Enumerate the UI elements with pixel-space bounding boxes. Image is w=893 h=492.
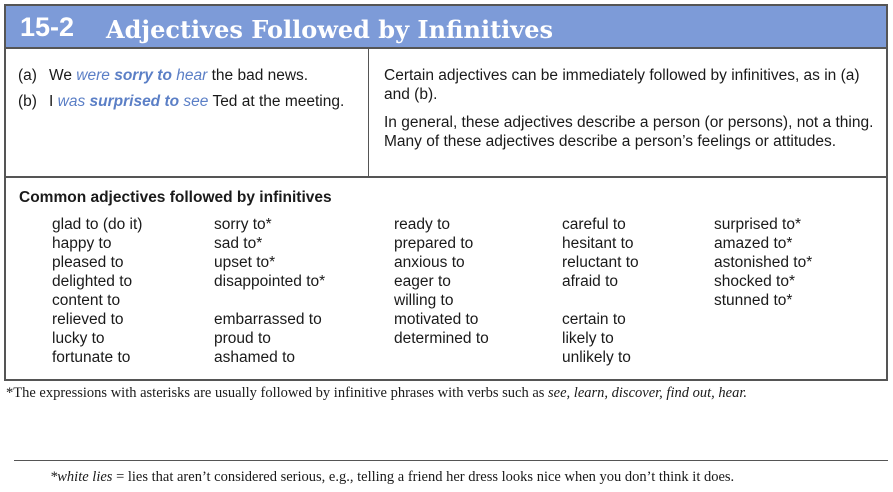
footnote <box>50 469 734 486</box>
list-item <box>714 310 812 329</box>
list-item <box>714 329 812 348</box>
explanation-paragraph-1: Certain adjectives can be immediately followed by infinitives, as in (a) and (b). <box>384 67 860 103</box>
list-item: ready to <box>394 216 451 233</box>
list-title: Common adjectives followed by infinitives <box>19 189 332 206</box>
list-item: embarrassed to <box>214 311 322 328</box>
list-item <box>562 291 639 310</box>
list-item: disappointed to* <box>214 273 326 290</box>
list-item <box>214 291 325 310</box>
list-item: anxious to <box>394 254 465 271</box>
explanation-paragraph-2: In general, these adjectives describe a person (or persons), not a thing. Many of these adjectives describe a person’s feelings or attitudes. <box>384 114 874 150</box>
list-item: motivated to <box>394 311 479 328</box>
chart-title: Adjectives Followed by Infinitives <box>106 15 553 44</box>
list-item: content to <box>52 292 121 309</box>
adjective-column-3 <box>394 215 489 367</box>
list-item: surprised to* <box>714 216 802 233</box>
list-item: afraid to <box>562 273 619 290</box>
list-item: astonished to* <box>714 254 813 271</box>
list-item: unlikely to <box>562 349 631 366</box>
footnote-term: *white lies <box>50 469 113 485</box>
list-item: sad to* <box>214 235 263 252</box>
list-item: upset to* <box>214 254 276 271</box>
list-item: eager to <box>394 273 451 290</box>
list-item: reluctant to <box>562 254 639 271</box>
list-item: delighted to <box>52 273 133 290</box>
footnote-definition: = lies that aren’t considered serious, e.g., telling a friend her dress looks nice when you don’t think it does. <box>112 469 735 485</box>
asterisk-note-text: *The expressions with asterisks are usually followed by infinitive phrases with verbs such as <box>6 385 545 401</box>
asterisk-note <box>6 385 747 402</box>
list-item: relieved to <box>52 311 124 328</box>
list-item: stunned to* <box>714 292 793 309</box>
grammar-chart <box>4 4 888 381</box>
list-item: determined to <box>394 330 489 347</box>
list-item: hesitant to <box>562 235 634 252</box>
list-item: certain to <box>562 311 626 328</box>
footnote-divider <box>14 460 888 461</box>
example-b: (b) I was surprised to see Ted at the meeting. <box>18 93 345 110</box>
list-item: shocked to* <box>714 273 795 290</box>
list-item: lucky to <box>52 330 105 347</box>
adjective-column-5 <box>714 215 812 367</box>
adjective-column-4 <box>562 215 639 367</box>
chart-header <box>6 6 886 49</box>
adjective-column-1 <box>52 215 142 367</box>
asterisk-note-verbs: see, learn, discover, find out, hear. <box>548 385 747 401</box>
list-item: happy to <box>52 235 112 252</box>
list-item: pleased to <box>52 254 124 271</box>
list-item: ashamed to <box>214 349 295 366</box>
chart-number: 15-2 <box>20 12 75 42</box>
list-item: glad to (do it) <box>52 216 143 233</box>
example-a: (a) We were sorry to hear the bad news. <box>18 67 309 84</box>
list-item: careful to <box>562 216 626 233</box>
list-item: willing to <box>394 292 454 309</box>
adjective-column-2 <box>214 215 325 367</box>
list-item <box>714 348 812 367</box>
list-item: fortunate to <box>52 349 131 366</box>
list-item: amazed to* <box>714 235 793 252</box>
list-item: sorry to* <box>214 216 272 233</box>
list-item <box>394 348 489 367</box>
list-item: proud to <box>214 330 271 347</box>
column-divider <box>368 47 369 176</box>
examples-section <box>6 47 886 178</box>
list-item: prepared to <box>394 235 474 252</box>
list-item: likely to <box>562 330 614 347</box>
